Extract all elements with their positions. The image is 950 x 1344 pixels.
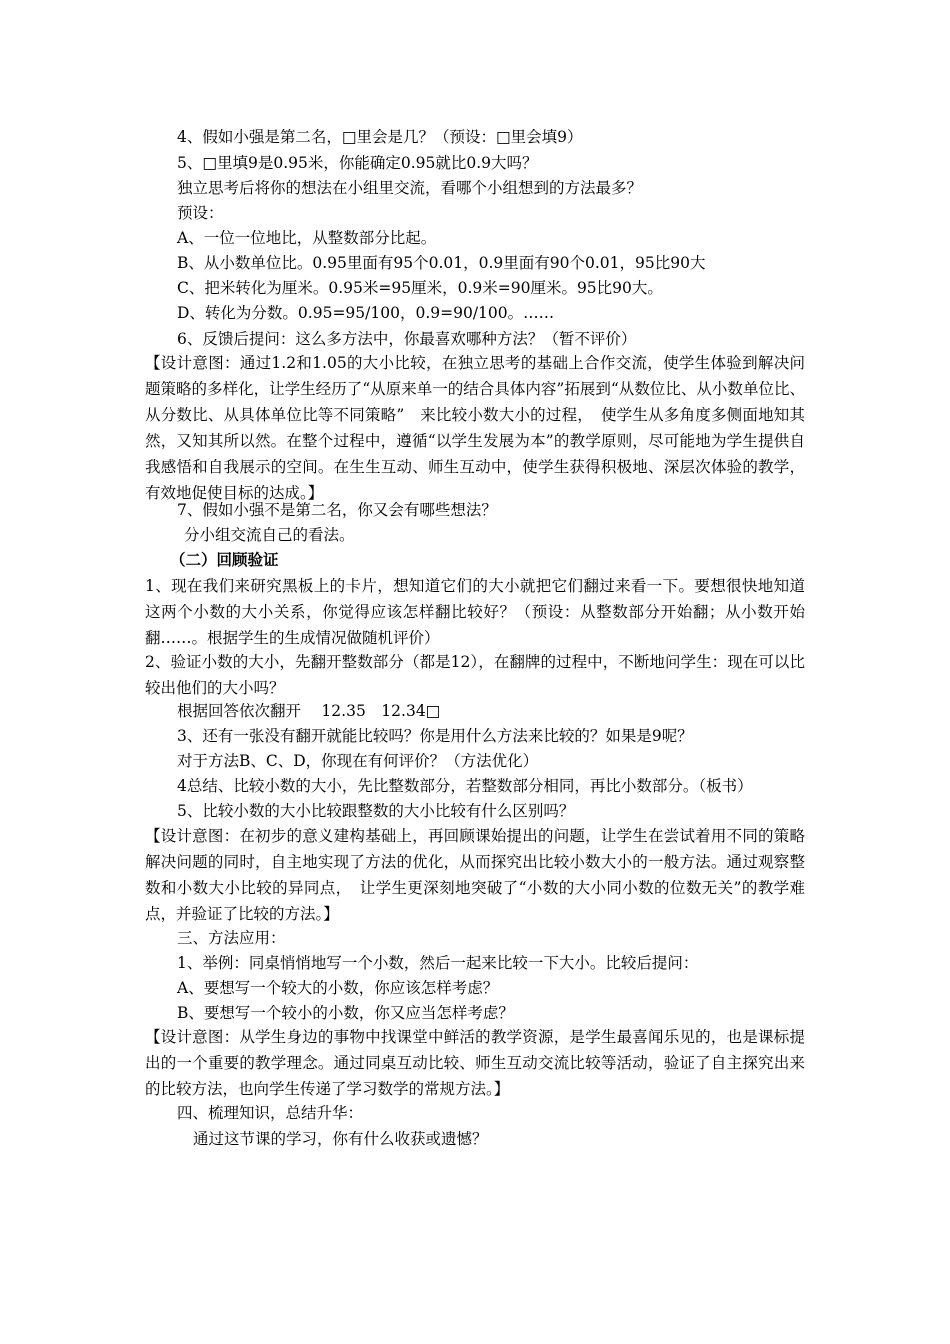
text-line: 独立思考后将你的想法在小组里交流，看哪个小组想到的方法最多？ — [177, 179, 643, 197]
text-line: 4、假如小强是第二名，□里会是几？（预设：□里会填9） — [177, 128, 583, 146]
design-intent-paragraph: 【设计意图：在初步的意义建构基础上，再回顾课始提出的问题，让学生在尝试着用不同的策略解决问题的同时，自主地实现了方法的优化，从而探究出比较小数大小的一般方法。通过观察整数和小数大小比较的异同点， 让学生更深刻地突破了“小数的大小同小数的位数无关”的教学难点，并验证了比较的方法。】 — [145, 827, 805, 923]
section-heading: （二）回顾验证 — [170, 551, 279, 569]
text-line: 预设： — [177, 204, 224, 222]
design-intent-paragraph: 【设计意图：通过1.2和1.05的大小比较，在独立思考的基础上合作交流，使学生体验到解决问题策略的多样化，让学生经历了“从原来单一的结合具体内容”拓展到“从数位比、从小数单位比、从分数比、从具体单位比等不同策略” 来比较小数大小的过程， 使学生从多角度多侧面地知其然，又知其所以然。在整个过程中，遵循“以学生发展为本”的教学原则，尽可能地为学生提供自我感悟和自我展示的空间。在生生互动、师生互动中，使学生获得积极地、深层次体验的教学，有效地促使目标的达成。】 — [145, 354, 805, 502]
text-paragraph: 2、验证小数的大小，先翻开整数部分（都是12），在翻牌的过程中，不断地问学生：现在可以比较出他们的大小吗？ — [145, 653, 805, 697]
text-line: 5、比较小数的大小比较跟整数的大小比较有什么区别吗？ — [177, 802, 575, 820]
text-line: 对于方法B、C、D，你现在有何评价？（方法优化） — [177, 752, 539, 770]
text-line: C、把米转化为厘米。0.95米=95厘米，0.9米=90厘米。95比90大。 — [177, 279, 663, 297]
text-line: A、要想写一个较大的小数，你应该怎样考虑？ — [177, 979, 499, 997]
text-line: 四、梳理知识，总结升华： — [177, 1104, 364, 1122]
text-line: 6、反馈后提问：这么多方法中，你最喜欢哪种方法？（暂不评价） — [177, 330, 637, 348]
text-line: 通过这节课的学习，你有什么收获或遗憾？ — [193, 1130, 488, 1148]
design-intent-paragraph: 【设计意图：从学生身边的事物中找课堂中鲜活的教学资源，是学生最喜闻乐见的，也是课标提出的一个重要的教学理念。通过同桌互动比较、师生互动交流比较等活动，验证了自主探究出来的比较方法，也向学生传递了学习数学的常规方法。】 — [145, 1028, 805, 1098]
text-paragraph: 1、现在我们来研究黑板上的卡片，想知道它们的大小就把它们翻过来看一下。要想很快地知道这两个小数的大小关系，你觉得应该怎样翻比较好？（预设：从整数部分开始翻；从小数开始翻……。根据学生的生成情况做随机评价） — [145, 577, 805, 647]
text-line: 分小组交流自己的看法。 — [184, 526, 355, 544]
text-line: A、一位一位地比，从整数部分比起。 — [177, 229, 437, 247]
text-line: 3、还有一张没有翻开就能比较吗？你是用什么方法来比较的？如果是9呢？ — [177, 727, 693, 745]
text-line: 三、方法应用： — [177, 929, 286, 947]
text-line: B、要想写一个较小的小数，你又应当怎样考虑？ — [177, 1004, 514, 1022]
text-line: 7、假如小强不是第二名，你又会有哪些想法？ — [177, 501, 497, 519]
text-line: 5、□里填9是0.95米，你能确定0.95就比0.9大吗？ — [177, 154, 538, 172]
text-line: 1、举例：同桌悄悄地写一个小数，然后一起来比较一下大小。比较后提问： — [177, 954, 699, 972]
text-line: D、转化为分数。0.95=95/100，0.9=90/100。…… — [177, 304, 555, 322]
text-line: B、从小数单位比。0.95里面有95个0.01，0.9里面有90个0.01，95比90大 — [177, 254, 706, 272]
text-line: 根据回答依次翻开 12.35 12.34□ — [177, 702, 441, 720]
text-line: 4总结、比较小数的大小，先比整数部分，若整数部分相同，再比小数部分。（板书） — [177, 777, 753, 795]
